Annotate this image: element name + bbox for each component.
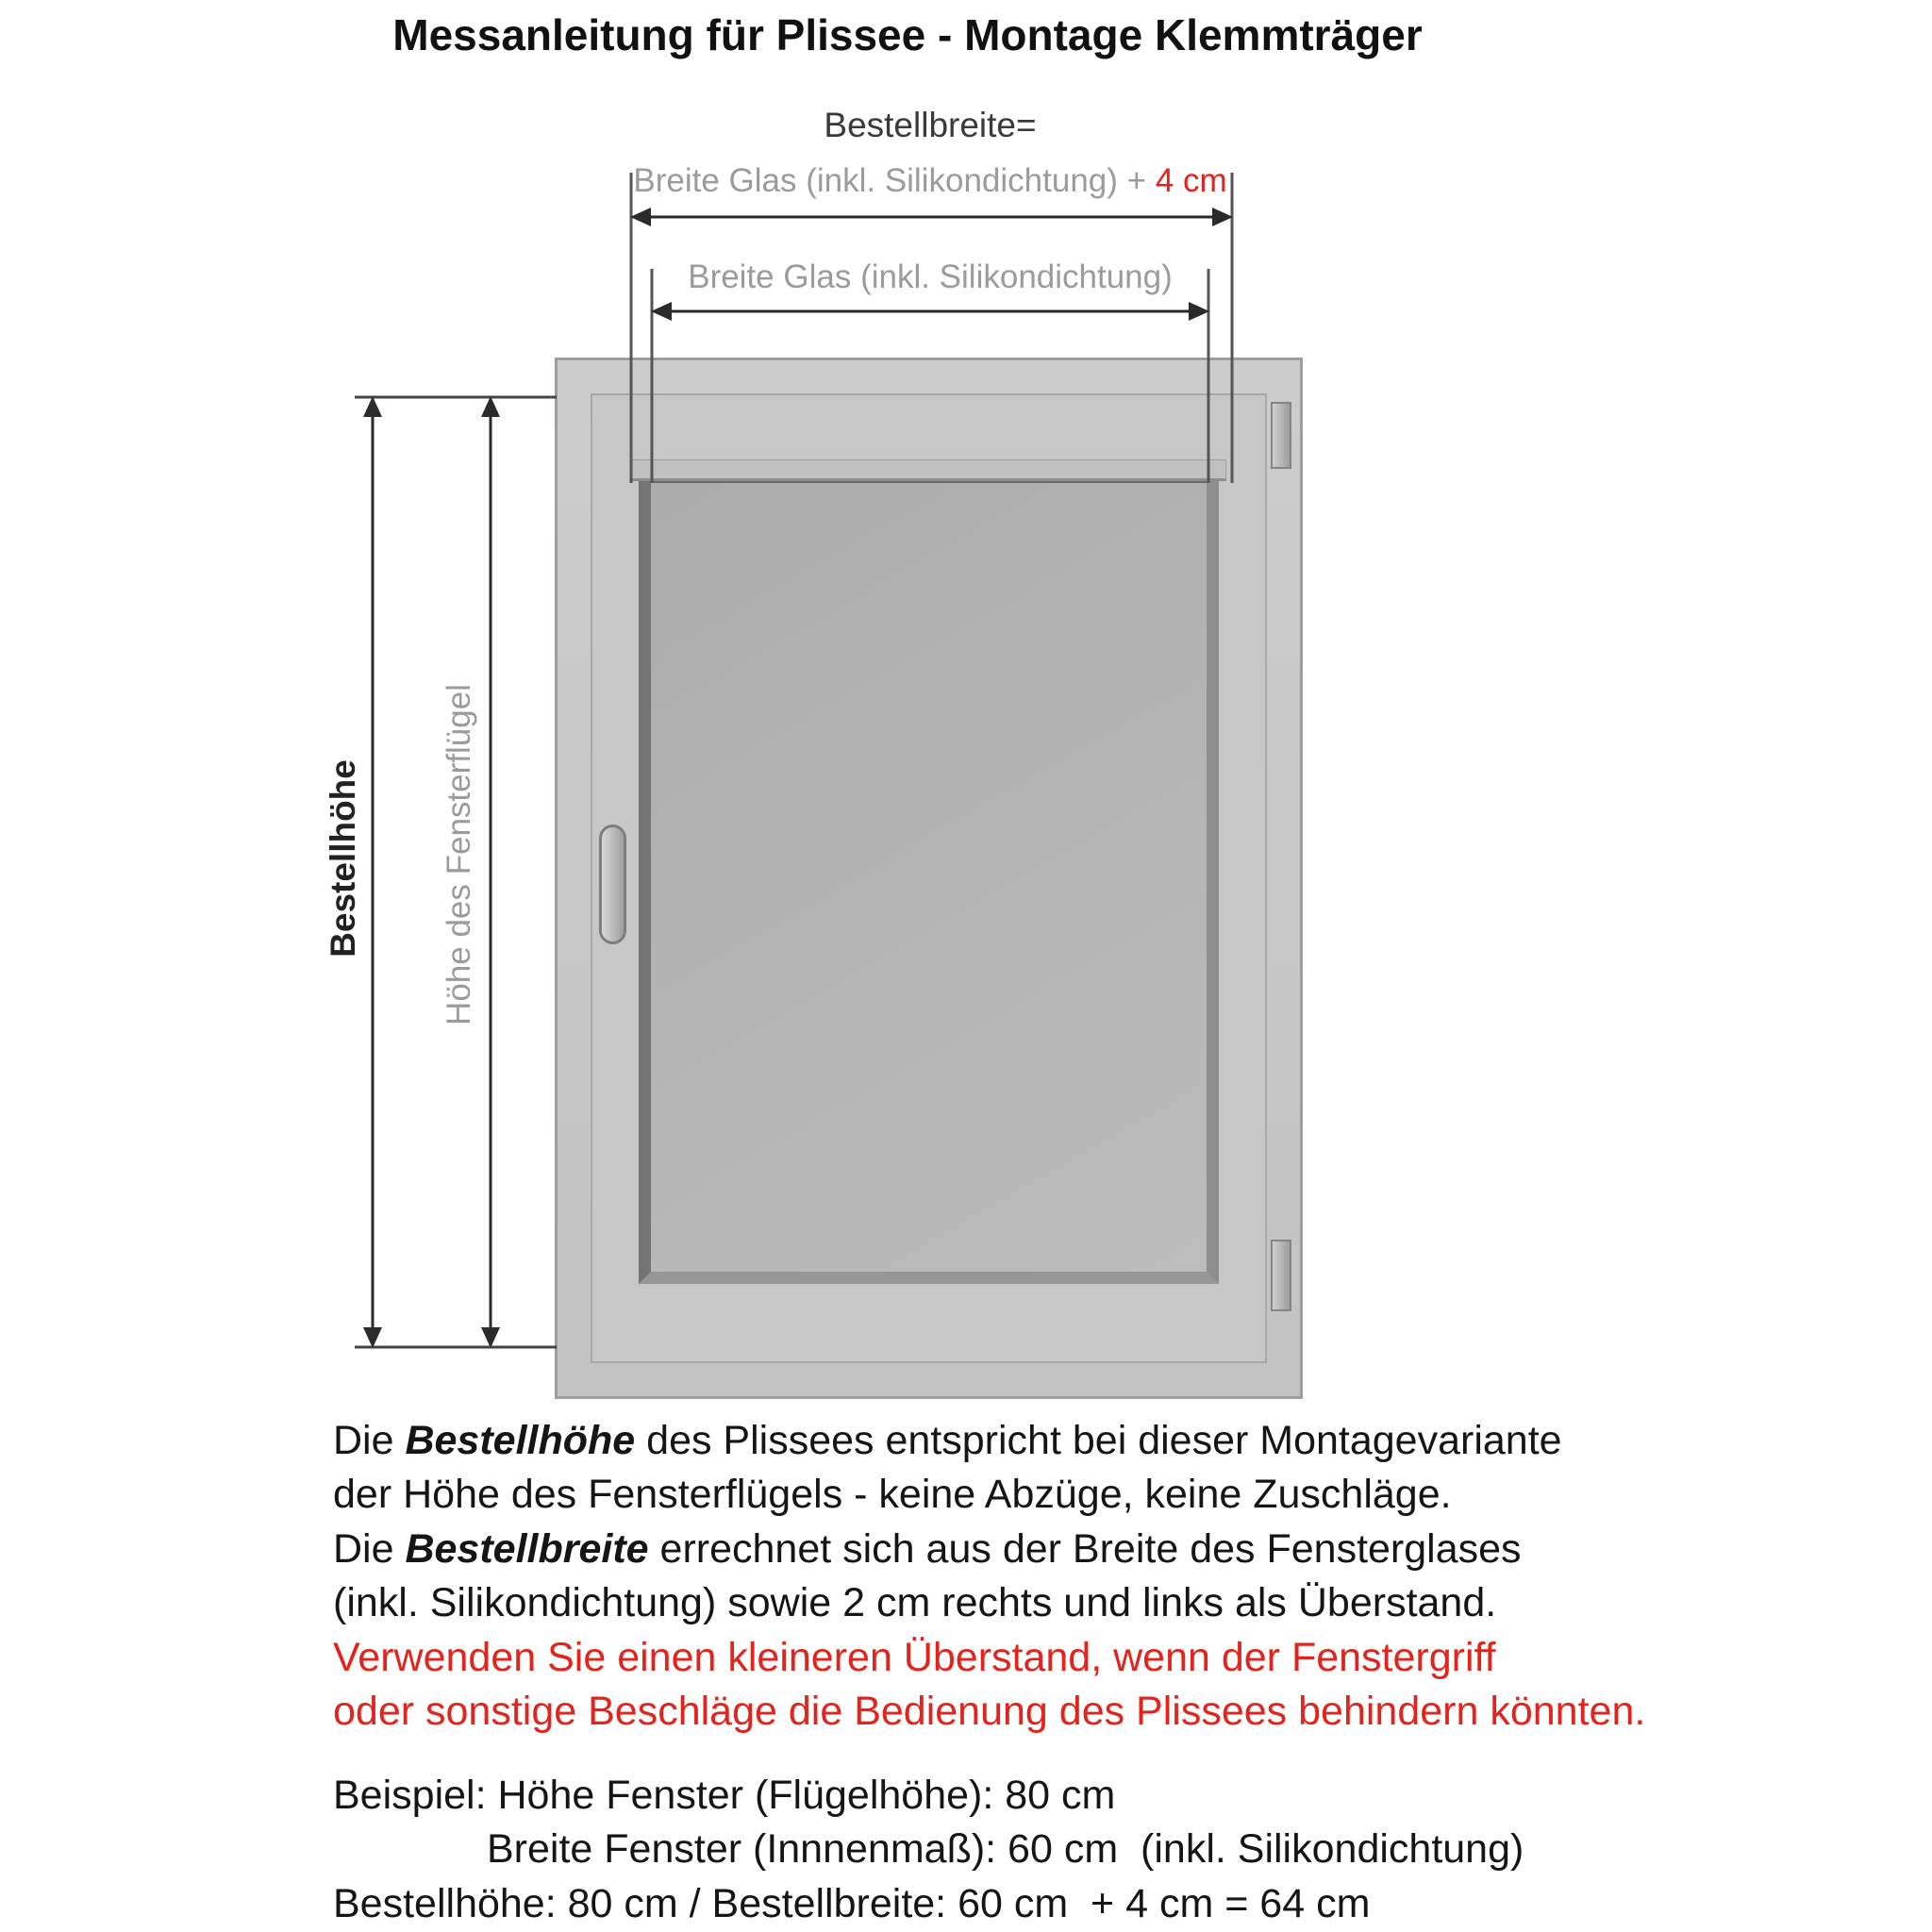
warning-line-1: Verwenden Sie einen kleineren Überstand, wenn der Fenstergriff xyxy=(333,1635,1496,1680)
example-line-1: Beispiel: Höhe Fenster (Flügelhöhe): 80 cm xyxy=(333,1773,1116,1818)
order-height-arrow xyxy=(363,396,382,1348)
order-width-label: Bestellbreite= xyxy=(824,106,1037,144)
glass-width-formula-gray-part: Breite Glas (inkl. Silikondichtung) + xyxy=(633,162,1156,199)
warning-line-2: oder sonstige Beschläge die Bedienung des Plissees behindern könnten. xyxy=(333,1689,1646,1734)
glass-width-formula-label xyxy=(633,162,1226,200)
sash-height-label: Höhe des Fensterflügel xyxy=(441,684,477,1025)
plissee-top-rail xyxy=(631,459,1226,481)
glass-width-label: Breite Glas (inkl. Silikondichtung) xyxy=(688,258,1173,295)
example-line-2: Breite Fenster (Innnenmaß): 60 cm (inkl. Silikondichtung) xyxy=(487,1826,1524,1872)
body-line-4: (inkl. Silikondichtung) sowie 2 cm rechts und links als Überstand. xyxy=(333,1580,1497,1625)
page-title: Messanleitung für Plissee - Montage Klemmträger xyxy=(392,10,1423,59)
glass-width-formula-red-part: 4 cm xyxy=(1155,162,1227,199)
window-glass xyxy=(639,471,1219,1284)
body-line-1-rest: des Plissees entspricht bei dieser Montagevariante xyxy=(635,1418,1562,1463)
sash-height-arrow xyxy=(481,396,500,1348)
example-line-3: Bestellhöhe: 80 cm / Bestellbreite: 60 cm + 4 cm = 64 cm xyxy=(333,1881,1371,1926)
window-hinge-top-icon xyxy=(1271,402,1291,469)
body-line-2: der Höhe des Fensterflügels - keine Abzüge, keine Zuschläge. xyxy=(333,1472,1452,1517)
window-hinge-bottom-icon xyxy=(1271,1240,1291,1311)
body-line-3-prefix: Die xyxy=(333,1526,406,1572)
body-line-3-rest: errechnet sich aus der Breite des Fensterglases xyxy=(648,1526,1522,1572)
window-handle xyxy=(599,824,626,944)
body-line-1 xyxy=(333,1417,1562,1464)
body-line-3-emphasis: Bestellbreite xyxy=(405,1526,649,1572)
body-line-1-prefix: Die xyxy=(333,1418,406,1463)
order-height-label: Bestellhöhe xyxy=(324,759,362,958)
body-line-3 xyxy=(333,1525,1522,1573)
body-line-1-emphasis: Bestellhöhe xyxy=(405,1418,636,1463)
